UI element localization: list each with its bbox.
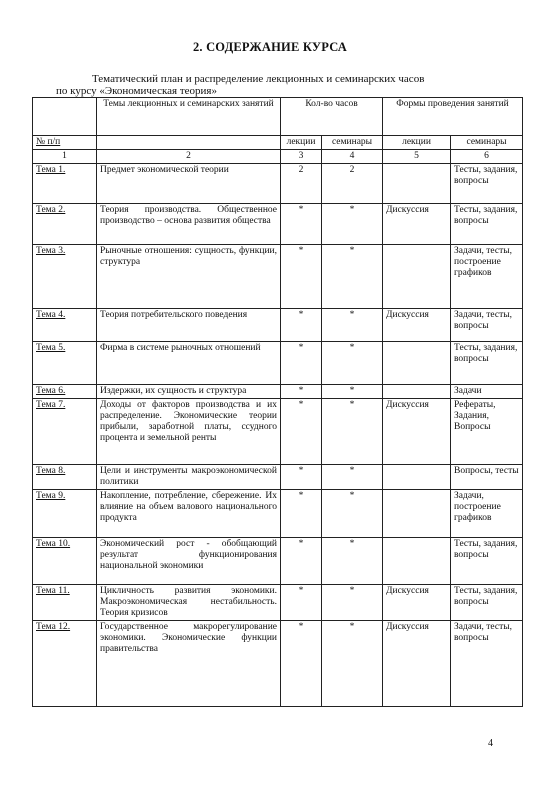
course-plan-table	[32, 97, 523, 707]
topic-number: Тема 9.	[33, 490, 97, 538]
lecture-hours: *	[281, 309, 322, 342]
seminar-form: Тесты, задания, вопросы	[451, 164, 523, 204]
topic-title: Экономический рост - обобщающий результат функционирования национальной экономики	[97, 538, 281, 585]
lecture-hours: *	[281, 399, 322, 465]
lecture-form	[383, 342, 451, 385]
topic-number: Тема 2.	[33, 204, 97, 245]
lecture-hours: *	[281, 385, 322, 399]
lecture-form	[383, 164, 451, 204]
header-row-sub	[33, 136, 523, 150]
seminar-hours: *	[322, 245, 383, 309]
topic-number: Тема 4.	[33, 309, 97, 342]
lecture-form: Дискуссия	[383, 621, 451, 707]
topic-title: Цикличность развития экономики. Макроэкономическая нестабильность. Теория кризисов	[97, 585, 281, 621]
lecture-hours: *	[281, 245, 322, 309]
lecture-form: Дискуссия	[383, 585, 451, 621]
lecture-hours: *	[281, 621, 322, 707]
seminar-hours: *	[322, 204, 383, 245]
topic-number: Тема 12.	[33, 621, 97, 707]
topic-title: Фирма в системе рыночных отношений	[97, 342, 281, 385]
header-empty-cell	[33, 98, 97, 136]
lecture-hours: *	[281, 342, 322, 385]
seminar-hours: *	[322, 538, 383, 585]
lecture-form: Дискуссия	[383, 399, 451, 465]
topic-number: Тема 3.	[33, 245, 97, 309]
seminar-form: Вопросы, тесты	[451, 465, 523, 490]
table-row	[33, 585, 523, 621]
topic-title: Предмет экономической теории	[97, 164, 281, 204]
seminar-form: Задачи, тесты, построение графиков	[451, 245, 523, 309]
section-title: 2. СОДЕРЖАНИЕ КУРСА	[192, 40, 348, 54]
lecture-form	[383, 385, 451, 399]
table-row	[33, 309, 523, 342]
topic-number: Тема 10.	[33, 538, 97, 585]
table-row	[33, 204, 523, 245]
lecture-hours: *	[281, 538, 322, 585]
header-form-lectures: лекции	[383, 136, 451, 150]
seminar-form: Тесты, задания, вопросы	[451, 585, 523, 621]
col-number-1: 1	[33, 150, 97, 164]
lecture-hours: *	[281, 490, 322, 538]
col-number-5: 5	[383, 150, 451, 164]
topic-title: Теория потребительского поведения	[97, 309, 281, 342]
seminar-form: Тесты, задания, вопросы	[451, 538, 523, 585]
topic-number: Тема 5.	[33, 342, 97, 385]
lecture-hours: *	[281, 465, 322, 490]
table-row	[33, 342, 523, 385]
table-row	[33, 399, 523, 465]
header-topics-blank	[97, 136, 281, 150]
topic-number: Тема 1.	[33, 164, 97, 204]
table-row	[33, 538, 523, 585]
table-row	[33, 490, 523, 538]
topic-title: Накопление, потребление, сбережение. Их влияние на объем валового национального продукта	[97, 490, 281, 538]
header-forms: Формы проведения занятий	[383, 98, 523, 136]
seminar-hours: *	[322, 490, 383, 538]
topic-number: Тема 7.	[33, 399, 97, 465]
page-number: 4	[488, 738, 493, 749]
lecture-form: Дискуссия	[383, 204, 451, 245]
topic-number: Тема 8.	[33, 465, 97, 490]
table-row	[33, 465, 523, 490]
lecture-form	[383, 538, 451, 585]
lecture-hours: *	[281, 204, 322, 245]
seminar-form: Тесты, задания, вопросы	[451, 204, 523, 245]
lecture-form	[383, 490, 451, 538]
seminar-hours: *	[322, 585, 383, 621]
topic-number: Тема 6.	[33, 385, 97, 399]
header-topics: Темы лекционных и семинарских занятий	[97, 98, 281, 136]
seminar-form: Задачи	[451, 385, 523, 399]
seminar-form: Задачи, построение графиков	[451, 490, 523, 538]
header-hours: Кол-во часов	[281, 98, 383, 136]
topic-title: Теория производства. Общественное производство – основа развития общества	[97, 204, 281, 245]
seminar-hours: *	[322, 399, 383, 465]
table-row	[33, 621, 523, 707]
header-row-top	[33, 98, 523, 136]
header-num: № п/п	[33, 136, 97, 150]
seminar-hours: *	[322, 309, 383, 342]
seminar-form: Задачи, тесты, вопросы	[451, 309, 523, 342]
table-row	[33, 385, 523, 399]
col-number-4: 4	[322, 150, 383, 164]
topic-title: Цели и инструменты макроэкономической политики	[97, 465, 281, 490]
topic-title: Доходы от факторов производства и их распределение. Экономические теории прибыли, заработной платы, ссудного процента и земельной ренты	[97, 399, 281, 465]
seminar-form: Тесты, задания, вопросы	[451, 342, 523, 385]
col-number-2: 2	[97, 150, 281, 164]
seminar-hours: *	[322, 621, 383, 707]
seminar-hours: *	[322, 342, 383, 385]
topic-title: Государственное макрорегулирование экономики. Экономические функции правительства	[97, 621, 281, 707]
seminar-form: Рефераты, Задания, Вопросы	[451, 399, 523, 465]
table-caption-line2: по курсу «Экономическая теория»	[56, 85, 217, 97]
seminar-hours: *	[322, 385, 383, 399]
lecture-form	[383, 245, 451, 309]
header-lectures: лекции	[281, 136, 322, 150]
col-number-6: 6	[451, 150, 523, 164]
seminar-form: Задачи, тесты, вопросы	[451, 621, 523, 707]
header-seminars: семинары	[322, 136, 383, 150]
lecture-hours: 2	[281, 164, 322, 204]
col-number-3: 3	[281, 150, 322, 164]
header-form-seminars: семинары	[451, 136, 523, 150]
table-row	[33, 245, 523, 309]
lecture-form	[383, 465, 451, 490]
topic-number: Тема 11.	[33, 585, 97, 621]
seminar-hours: *	[322, 465, 383, 490]
lecture-hours: *	[281, 585, 322, 621]
table-caption-line1: Тематический план и распределение лекционных и семинарских часов	[92, 73, 425, 85]
seminar-hours: 2	[322, 164, 383, 204]
topic-title: Издержки, их сущность и структура	[97, 385, 281, 399]
topic-title: Рыночные отношения: сущность, функции, структура	[97, 245, 281, 309]
lecture-form: Дискуссия	[383, 309, 451, 342]
table-row	[33, 164, 523, 204]
column-number-row	[33, 150, 523, 164]
